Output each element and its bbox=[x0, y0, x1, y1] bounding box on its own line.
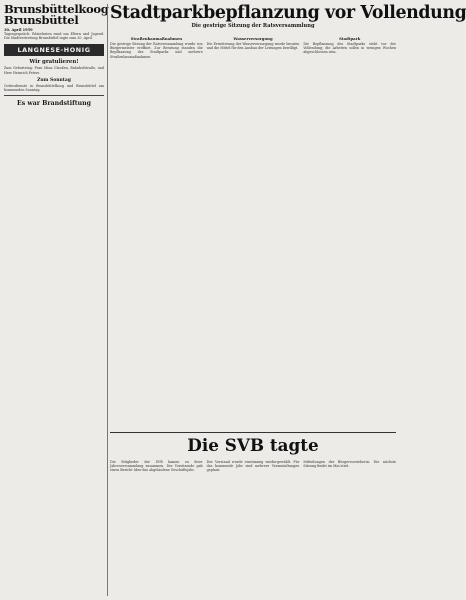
section-divider bbox=[110, 432, 396, 433]
lower-article-columns bbox=[110, 460, 396, 594]
intro-text: Tagesgespräch: Rätselraten rund um Eltern und Jugend. Die Stadtvertretung Brunsbüttel tagte zum 30. April. bbox=[4, 32, 104, 41]
fire-heading: Es war Brandstiftung bbox=[17, 100, 91, 108]
upper-article-columns bbox=[110, 34, 396, 429]
upper-column bbox=[303, 34, 396, 429]
column-separator bbox=[107, 4, 108, 596]
congrats-text: Zum Geburtstag: Frau Mina Claußen, Bahnhofstraße, und Herr Heinrich Peters. bbox=[4, 66, 104, 75]
column-text: Die gestrige Sitzung der Ratsversammlung wurde von Bürgermeister eröffnet. Zur Beratung standen die Bepflanzung des Stadtparks und mehrere Straßenbaumaßnahmen. bbox=[110, 42, 203, 59]
subheadline: Die gestrige Sitzung der Ratsversammlung bbox=[191, 23, 315, 29]
upper-column bbox=[207, 34, 300, 429]
masthead-line-2: Brunsbüttel bbox=[4, 13, 79, 27]
main-area bbox=[110, 3, 466, 596]
left-column bbox=[4, 2, 109, 596]
lower-column bbox=[303, 460, 396, 594]
langnese-honig-banner: LANGNESE-HONIG bbox=[4, 44, 104, 56]
column-heading: Straßenbaumaßnahmen bbox=[130, 36, 183, 41]
column-text: Die Bepflanzung des Stadtparks steht vor der Vollendung; die Arbeiten sollen in wenigen Wochen abgeschlossen sein. bbox=[303, 42, 397, 55]
sunday-heading: Zum Sonntag bbox=[37, 77, 71, 83]
upper-column bbox=[110, 34, 203, 429]
headline: Stadtparkbepflanzung vor Vollendung bbox=[110, 3, 466, 23]
lower-column bbox=[110, 460, 203, 594]
left-divider bbox=[4, 95, 104, 96]
column-text: Die Erweiterung der Wasserversorgung wurde beraten und die Mittel für den Ausbau der Leitungen bewilligt. bbox=[206, 42, 300, 51]
masthead-line-1: Brunsbüttelkoog bbox=[4, 2, 109, 16]
sunday-text: Gottesdienste in Brunsbüttelkoog und Brunsbüttel am kommenden Sonntag. bbox=[4, 83, 104, 93]
column-heading: Stadtpark bbox=[339, 36, 361, 41]
lower-column bbox=[207, 460, 300, 594]
column-heading: Wasserversorgung bbox=[233, 36, 273, 41]
congrats-heading: Wir gratulieren! bbox=[29, 59, 79, 66]
column-text: Mitteilungen der Bürgervorsteherin: Die nächste Sitzung findet im Mai statt. bbox=[303, 460, 397, 469]
headline-svb: Die SVB tagte bbox=[187, 435, 319, 455]
column-text: Die Mitglieder der SVB kamen zu ihrer Jahresversammlung zusammen. Der Vorsitzende gab einen Bericht über das abgelaufene Geschäftsjahr. bbox=[110, 460, 203, 473]
column-text: Der Vorstand wurde einstimmig wiedergewählt. Für das kommende Jahr sind mehrere Veranstaltungen geplant. bbox=[206, 460, 300, 473]
dateline: 30. April 1959 bbox=[4, 28, 33, 32]
masthead bbox=[4, 2, 109, 27]
